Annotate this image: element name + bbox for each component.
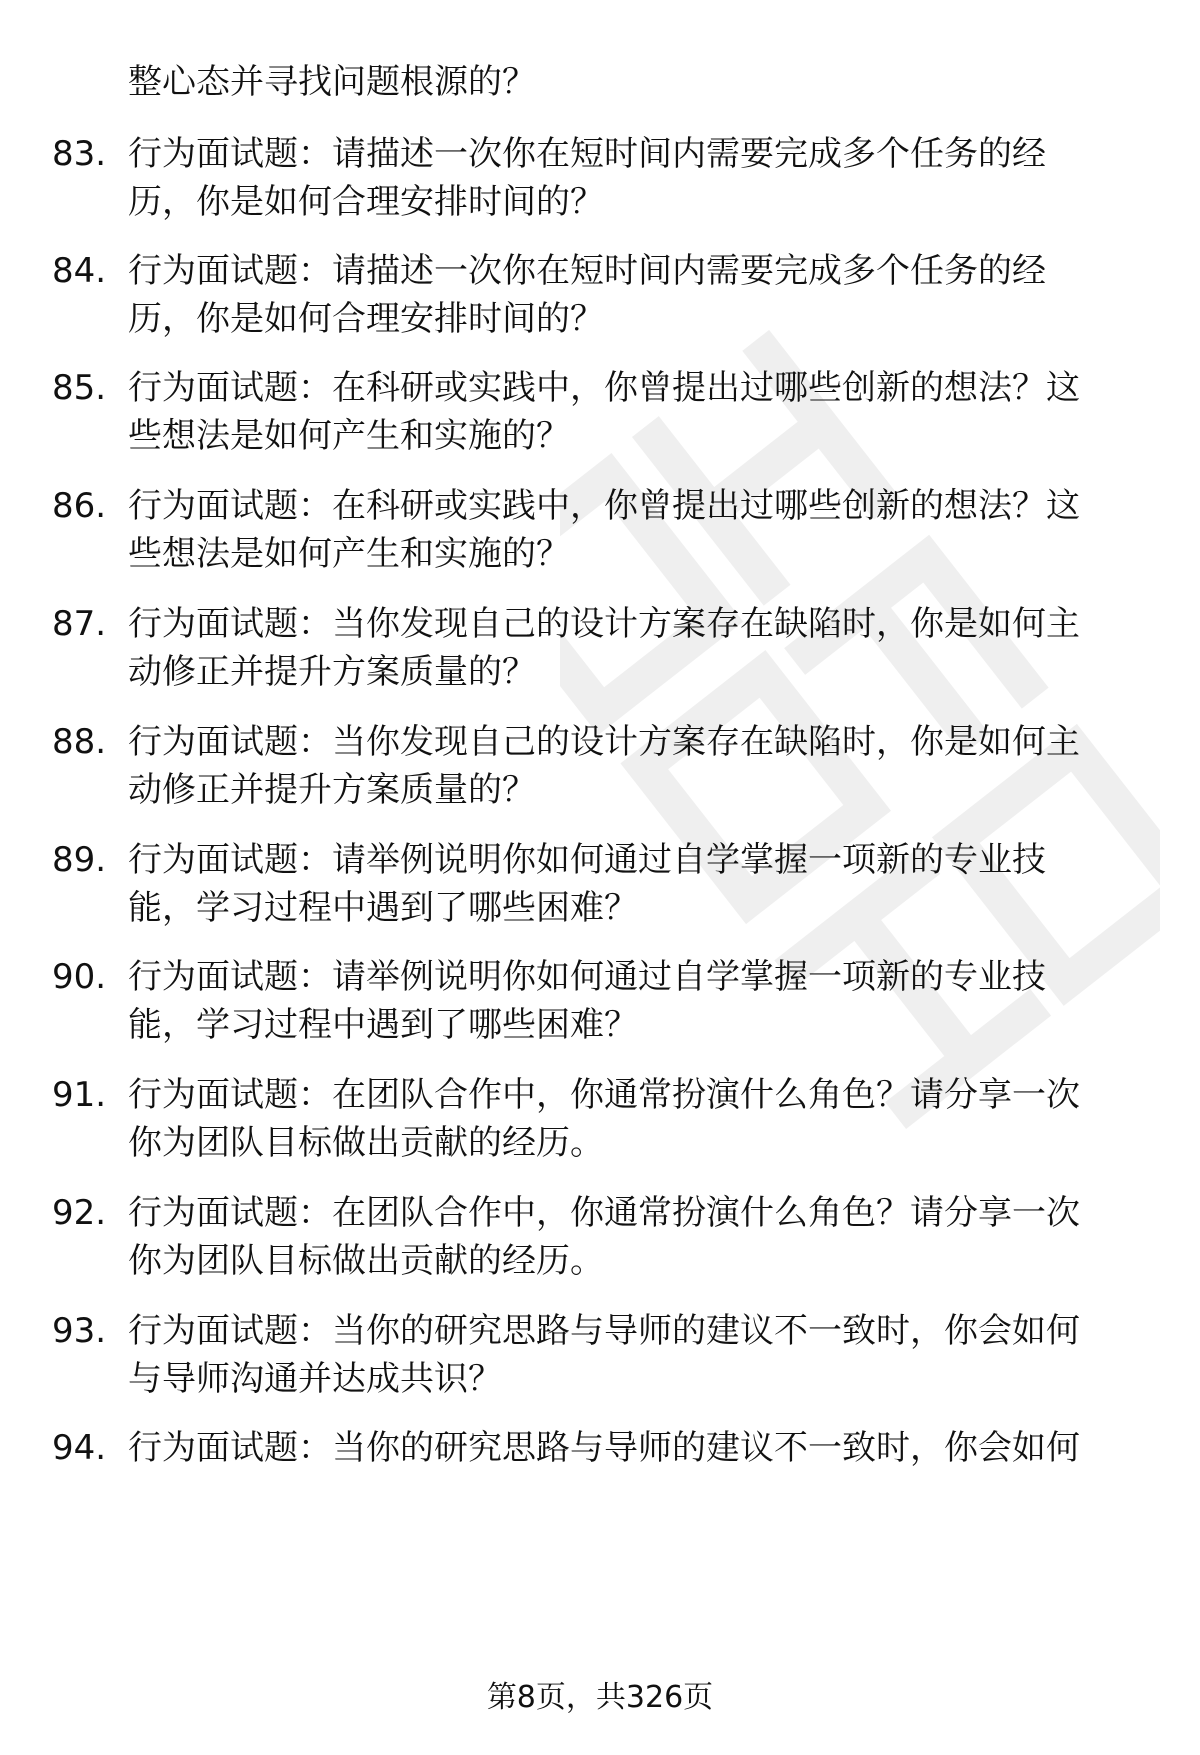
question-line-2: 能，学习过程中遇到了哪些困难？ <box>128 1005 638 1045</box>
question-text <box>128 1307 1152 1403</box>
question-line-2: 些想法是如何产生和实施的？ <box>128 534 570 574</box>
question-number: 85. <box>52 368 107 408</box>
question-line-1: 行为面试题：在科研或实践中，你曾提出过哪些创新的想法？这 <box>128 486 1080 526</box>
question-text <box>128 718 1152 814</box>
question-text <box>128 130 1152 226</box>
question-line-1: 行为面试题：请举例说明你如何通过自学掌握一项新的专业技 <box>128 840 1046 880</box>
question-line-1: 行为面试题：当你的研究思路与导师的建议不一致时，你会如何 <box>128 1311 1080 1351</box>
question-number: 87. <box>52 604 107 644</box>
question-line-2: 动修正并提升方案质量的？ <box>128 770 536 810</box>
question-line-1: 行为面试题：当你发现自己的设计方案存在缺陷时，你是如何主 <box>128 604 1080 644</box>
question-number: 84. <box>52 251 107 291</box>
question-line-2: 些想法是如何产生和实施的？ <box>128 416 570 456</box>
question-line-1: 行为面试题：在科研或实践中，你曾提出过哪些创新的想法？这 <box>128 368 1080 408</box>
question-line-1: 行为面试题：当你的研究思路与导师的建议不一致时，你会如何 <box>128 1428 1080 1468</box>
question-text <box>128 953 1152 1049</box>
question-line-2: 你为团队目标做出贡献的经历。 <box>128 1123 604 1163</box>
question-line-1: 行为面试题：请描述一次你在短时间内需要完成多个任务的经 <box>128 251 1046 291</box>
question-number: 91. <box>52 1075 107 1115</box>
question-text <box>128 1189 1152 1285</box>
question-number: 92. <box>52 1193 107 1233</box>
question-number: 86. <box>52 486 107 526</box>
question-line-1: 行为面试题：在团队合作中，你通常扮演什么角色？请分享一次 <box>128 1075 1080 1115</box>
question-number: 88. <box>52 722 107 762</box>
question-line-2: 能，学习过程中遇到了哪些困难？ <box>128 888 638 928</box>
question-text <box>128 364 1152 460</box>
question-text <box>128 1424 1152 1472</box>
question-line-1: 行为面试题：当你发现自己的设计方案存在缺陷时，你是如何主 <box>128 722 1080 762</box>
question-text <box>128 482 1152 578</box>
question-line-2: 你为团队目标做出贡献的经历。 <box>128 1241 604 1281</box>
question-number: 83. <box>52 134 107 174</box>
page-number-footer: 第8页，共326页 <box>486 1680 714 1715</box>
question-line-1: 行为面试题：请描述一次你在短时间内需要完成多个任务的经 <box>128 134 1046 174</box>
question-number: 94. <box>52 1428 107 1468</box>
question-text <box>128 1071 1152 1167</box>
question-line-2: 动修正并提升方案质量的？ <box>128 652 536 692</box>
question-line-2: 与导师沟通并达成共识？ <box>128 1359 502 1399</box>
question-number: 90. <box>52 957 107 997</box>
question-line-1: 行为面试题：在团队合作中，你通常扮演什么角色？请分享一次 <box>128 1193 1080 1233</box>
question-number: 93. <box>52 1311 107 1351</box>
question-text <box>128 836 1152 932</box>
question-number: 89. <box>52 840 107 880</box>
question-line-2: 历，你是如何合理安排时间的？ <box>128 182 604 222</box>
question-line-1: 行为面试题：请举例说明你如何通过自学掌握一项新的专业技 <box>128 957 1046 997</box>
continued-question-text: 整心态并寻找问题根源的？ <box>128 62 536 102</box>
question-line-2: 历，你是如何合理安排时间的？ <box>128 299 604 339</box>
question-text <box>128 600 1152 696</box>
question-text <box>128 247 1152 343</box>
